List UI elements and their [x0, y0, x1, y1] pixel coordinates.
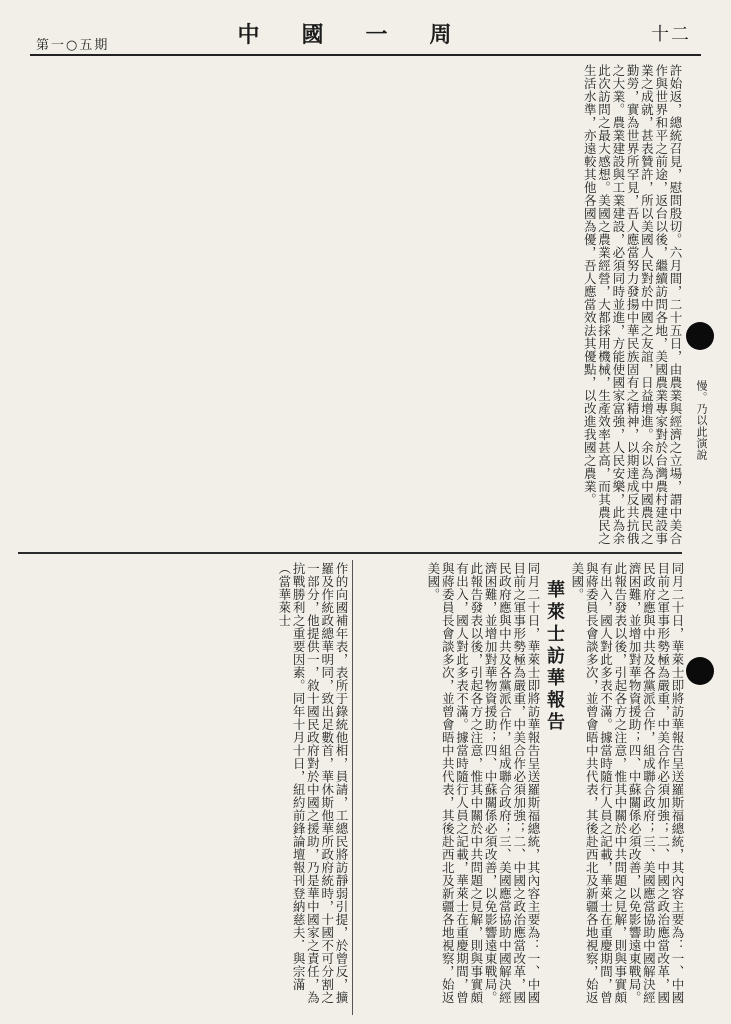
- punch-hole-bottom: [686, 657, 714, 685]
- column-divider: [352, 560, 353, 1015]
- top-article-text: 許始返，總統召見，慰問殷切。六月間，二十五日，由農業與經濟之立場，謂中美合作與世界和平之前途，返台以後，繼續訪問各地，美國農業專家對於台灣農村建設事業之成就，甚表贊許，所以美國人民對於中國之友誼，日益增進。余以為中國農民之勤勞，實為世界所罕見，吾人應當努力發揚中華民族固有之精神，以期達成反共抗俄之大業。農業建設與工業建設，必須同時並進，方能使國家富強，人民安樂，此為余此次訪問之最大感想。美國之農業經營，大都採用機械，生產效率甚高，而其農民之生活水準，亦遠較其他各國為優，吾人應當效法其優點，以改進我國之農業。: [582, 64, 683, 545]
- bottom-right-article-text: 同月二十日，華萊士即將訪華報告呈送羅斯福總統，其內容主要為：一、中國目前之軍事形勢極為嚴重，中美合作必須加強；二、中國之政治應當改革，國民政府應與中共及各黨派合作，組成聯合政府；三、美國應當協助中國解決經濟困難，並增加對華物資援助；四、中蘇關係必須改善，以免影響遠東戰局。此報告發表以後，引起各方之注意，惟其中關於中共問題之見解，則與事實頗有出入，國人對此多表不滿。據當時隨行人員之記載，華萊士在重慶期間，曾與蔣委員長會談多次，並曾會晤中共代表，其後赴西北及新疆各地視察，始返美國。: [425, 562, 541, 1004]
- publication-title: 中國一周: [237, 22, 494, 48]
- bottom-right-article-continued: 同月二十日，華萊士即將訪華報告呈送羅斯福總統，其內容主要為：一、中國目前之軍事形勢極為嚴重，中美合作必須加強；二、中國之政治應當改革，國民政府應與中共及各黨派合作，組成聯合政府；三、美國應當協助中國解決經濟困難，並增加對華物資援助；四、中蘇關係必須改善，以免影響遠東戰局。此報告發表以後，引起各方之注意，惟其中關於中共問題之見解，則與事實頗有出入，國人對此多表不滿。據當時隨行人員之記載，華萊士在重慶期間，曾與蔣委員長會談多次，並曾會晤中共代表，其後赴西北及新疆各地視察，始返美國。: [569, 562, 685, 1004]
- header-rule: [30, 54, 701, 56]
- issue-number: 第一○五期: [36, 38, 110, 53]
- margin-annotation: 慢。乃以此演說: [695, 380, 708, 461]
- page-number: 十二: [651, 24, 691, 45]
- bottom-left-article-text: 作的向國補年表，表所于錄統他相，員請，工總民將訪靜弱引提，於曾反，擴羅及作統政總華明同，致出足數首，華休斯他華所政府統時，十國不可分割之一部分，他提供一，敘十國民政府對於中國之援助，乃是華中國家之責任，為抗戰勝利之重要因素。同年十月十日，紐約前鋒論壇報刊登納慈夫．與宗滿（當華萊士: [276, 562, 349, 1004]
- punch-hole-top: [686, 322, 714, 350]
- section-divider: [18, 552, 682, 554]
- article-title: 華萊士訪華報告: [544, 580, 565, 734]
